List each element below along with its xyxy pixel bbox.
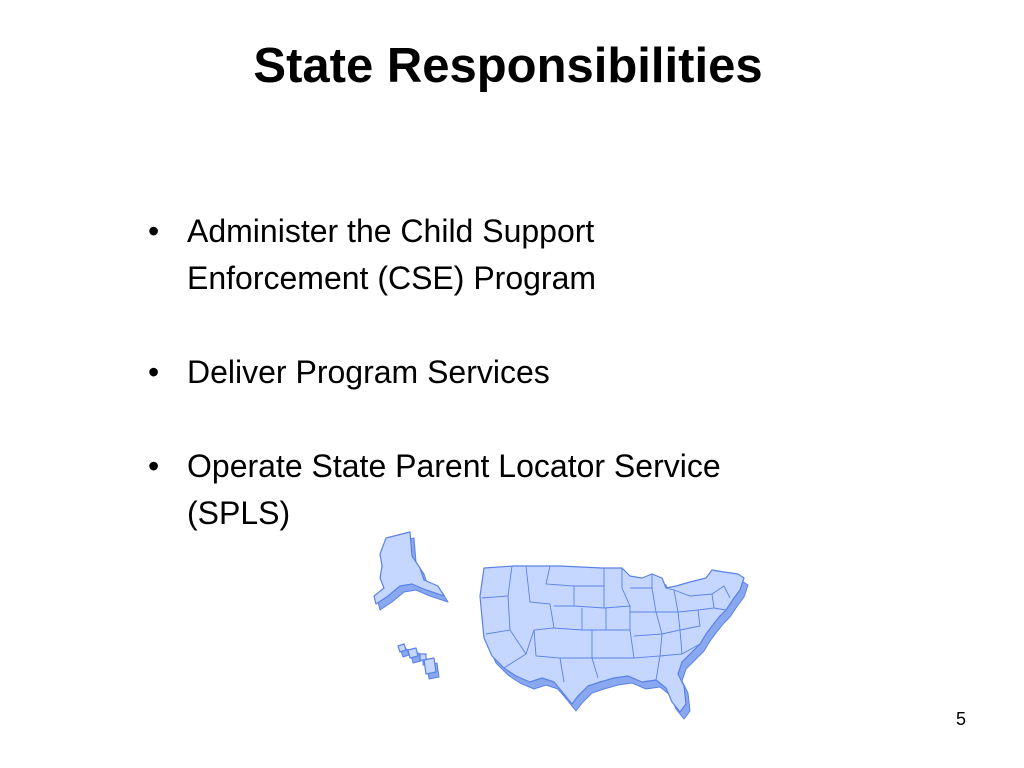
bullet-line: Administer the Child Support: [187, 213, 595, 249]
bullet-item: [144, 349, 884, 396]
hawaii-shape: [398, 644, 439, 679]
bullet-item: [144, 208, 884, 302]
bullet-list: [144, 208, 884, 537]
bullet-line: Operate State Parent Locator Service: [187, 448, 721, 484]
bullet-line: (SPLS): [187, 495, 291, 531]
bullet-item: [144, 443, 884, 537]
bullet-text: [187, 354, 550, 390]
bullet-dot: •: [148, 213, 160, 249]
contiguous-us-shape: [480, 566, 748, 719]
bullet-line: Enforcement (CSE) Program: [187, 260, 597, 296]
us-map-icon: [360, 526, 755, 721]
bullet-text: [187, 213, 596, 296]
bullet-dot: •: [148, 448, 160, 484]
bullet-dot: •: [148, 354, 160, 390]
bullet-text: [187, 448, 721, 531]
alaska-shape: [374, 532, 448, 610]
slide-number: 5: [955, 709, 966, 729]
slide-title: State Responsibilities: [253, 39, 763, 93]
bullet-line: Deliver Program Services: [187, 354, 550, 390]
